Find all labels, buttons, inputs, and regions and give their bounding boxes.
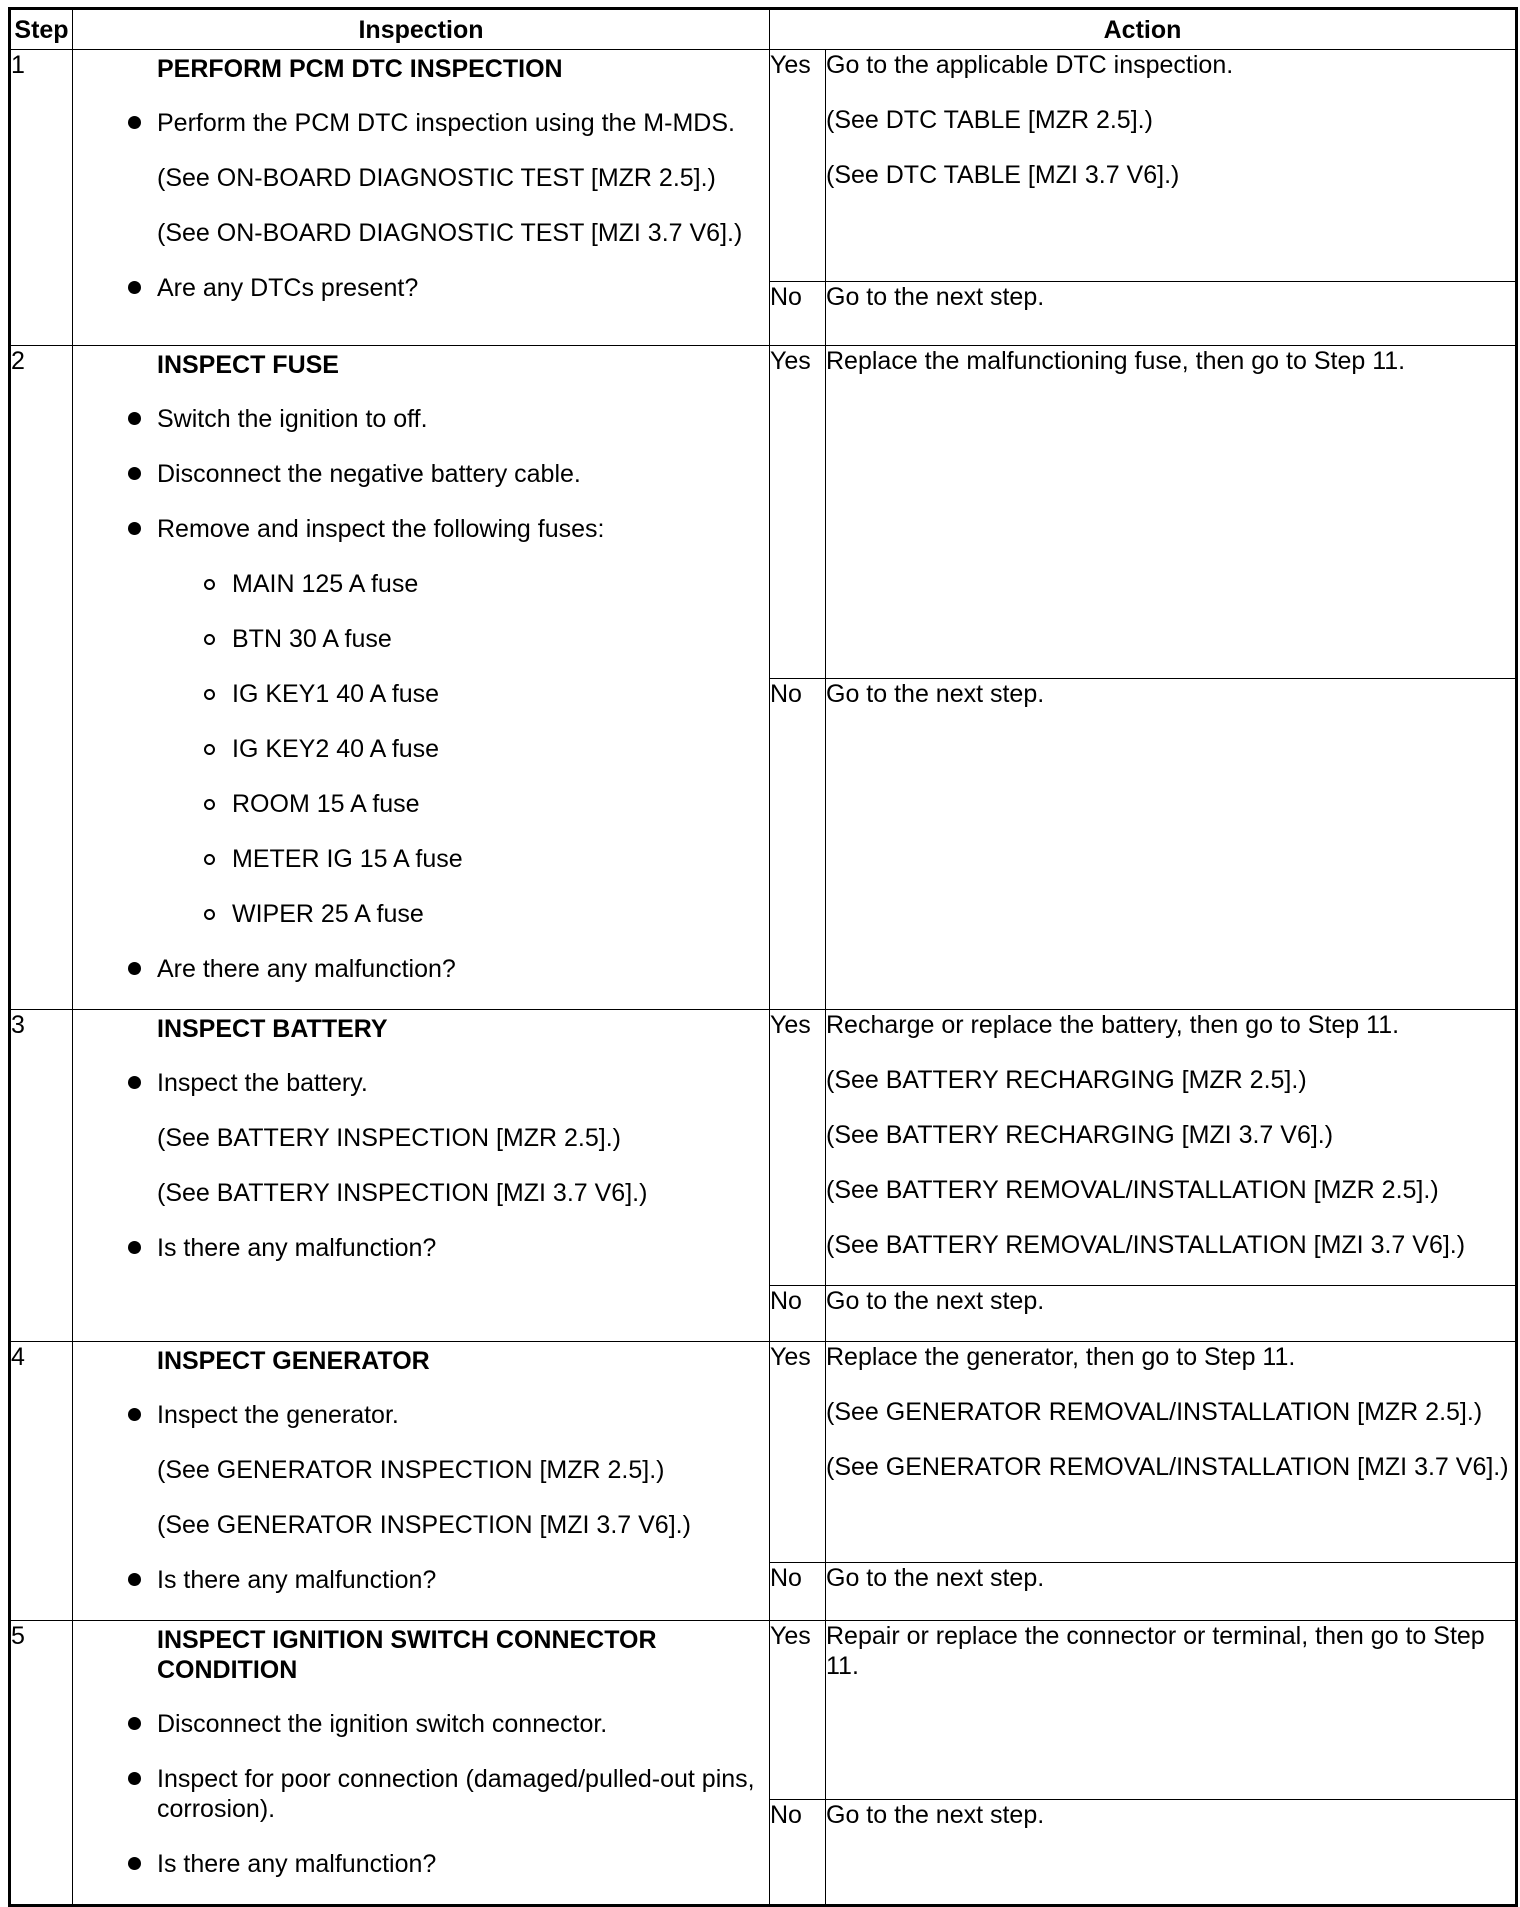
action-text: Go to the next step.: [826, 1564, 1045, 1593]
reference-link[interactable]: (See BATTERY INSPECTION [MZR 2.5].): [157, 1124, 621, 1152]
reference-link[interactable]: (See BATTERY RECHARGING [MZI 3.7 V6].): [826, 1121, 1334, 1149]
yes-action-cell: [826, 50, 1517, 282]
no-label: No: [770, 1563, 826, 1621]
no-action-cell: [826, 679, 1517, 1010]
bullet-item: Inspect for poor connection (damaged/pulled-out pins, corrosion).: [73, 1764, 769, 1824]
bullet-item: Remove and inspect the following fuses:: [73, 514, 769, 544]
yes-label: Yes: [770, 346, 826, 679]
reference-link[interactable]: (See GENERATOR REMOVAL/INSTALLATION [MZI 3.7 V6].): [826, 1453, 1509, 1481]
no-action-cell: [826, 1286, 1517, 1342]
bullet-item: Is there any malfunction?: [73, 1233, 769, 1263]
bullet-item: Inspect the battery.: [73, 1068, 769, 1098]
step-number: 4: [10, 1342, 73, 1621]
reference-link[interactable]: (See ON-BOARD DIAGNOSTIC TEST [MZR 2.5].): [157, 164, 716, 192]
step-row-2-yes: [10, 346, 1517, 679]
no-label: No: [770, 282, 826, 346]
reference-link[interactable]: (See DTC TABLE [MZR 2.5].): [826, 106, 1153, 134]
no-label: No: [770, 1286, 826, 1342]
reference-link[interactable]: (See GENERATOR INSPECTION [MZI 3.7 V6].): [157, 1511, 691, 1539]
reference-link[interactable]: (See GENERATOR REMOVAL/INSTALLATION [MZR 2.5].): [826, 1398, 1483, 1426]
header-row: [10, 9, 1517, 50]
yes-action-cell: [826, 1010, 1517, 1286]
step-number: 2: [10, 346, 73, 1010]
reference-link[interactable]: (See BATTERY RECHARGING [MZR 2.5].): [826, 1066, 1307, 1094]
action-text: Replace the generator, then go to Step 11.: [826, 1343, 1296, 1371]
step-title: INSPECT FUSE: [157, 351, 339, 379]
inspection-cell: [73, 1342, 770, 1621]
bullet-item: Is there any malfunction?: [73, 1565, 769, 1595]
action-text: Go to the applicable DTC inspection.: [826, 51, 1234, 79]
yes-label: Yes: [770, 1342, 826, 1563]
bullet-item: Disconnect the ignition switch connector.: [73, 1709, 769, 1739]
step-row-3-yes: [10, 1010, 1517, 1286]
step-title: PERFORM PCM DTC INSPECTION: [157, 55, 563, 83]
step-title: INSPECT GENERATOR: [157, 1347, 430, 1375]
action-text: Go to the next step.: [826, 283, 1045, 311]
step-number: 1: [10, 50, 73, 346]
no-action-cell: [826, 1800, 1517, 1906]
sub-bullet-item: WIPER 25 A fuse: [73, 899, 769, 929]
reference-link[interactable]: (See GENERATOR INSPECTION [MZR 2.5].): [157, 1456, 665, 1484]
no-action-cell: [826, 1563, 1517, 1621]
yes-label: Yes: [770, 50, 826, 282]
header-action: Action: [770, 9, 1517, 50]
action-text: Go to the next step.: [826, 1801, 1045, 1830]
yes-action-cell: [826, 1342, 1517, 1563]
inspection-cell: [73, 346, 770, 1010]
bullet-item: Disconnect the negative battery cable.: [73, 459, 769, 489]
yes-label: Yes: [770, 1010, 826, 1286]
reference-link[interactable]: (See ON-BOARD DIAGNOSTIC TEST [MZI 3.7 V6].): [157, 219, 743, 247]
inspection-cell: [73, 50, 770, 346]
no-label: No: [770, 679, 826, 1010]
reference-link[interactable]: (See BATTERY REMOVAL/INSTALLATION [MZI 3.7 V6].): [826, 1231, 1466, 1259]
bullet-item: Perform the PCM DTC inspection using the M-MDS.: [73, 108, 769, 138]
yes-action-cell: [826, 346, 1517, 679]
step-number: 3: [10, 1010, 73, 1342]
step-row-1-yes: [10, 50, 1517, 282]
sub-bullet-item: IG KEY1 40 A fuse: [73, 679, 769, 709]
step-title: INSPECT IGNITION SWITCH CONNECTOR CONDITION: [157, 1626, 657, 1684]
step-title: INSPECT BATTERY: [157, 1015, 388, 1043]
header-inspection: Inspection: [73, 9, 770, 50]
sub-bullet-item: IG KEY2 40 A fuse: [73, 734, 769, 764]
bullet-item: Are any DTCs present?: [73, 273, 769, 303]
no-label: No: [770, 1800, 826, 1906]
action-text: Go to the next step.: [826, 1287, 1045, 1315]
inspection-cell: [73, 1010, 770, 1342]
no-action-cell: [826, 282, 1517, 346]
bullet-item: Is there any malfunction?: [73, 1849, 769, 1879]
step-row-5-yes: [10, 1621, 1517, 1800]
action-text: Go to the next step.: [826, 680, 1045, 709]
bullet-item: Inspect the generator.: [73, 1400, 769, 1430]
diagnostic-table: [8, 7, 1518, 1907]
reference-link[interactable]: (See BATTERY REMOVAL/INSTALLATION [MZR 2.5].): [826, 1176, 1439, 1204]
sub-bullet-item: METER IG 15 A fuse: [73, 844, 769, 874]
step-number: 5: [10, 1621, 73, 1906]
sub-bullet-item: BTN 30 A fuse: [73, 624, 769, 654]
step-row-4-yes: [10, 1342, 1517, 1563]
sub-bullet-item: ROOM 15 A fuse: [73, 789, 769, 819]
action-text: Recharge or replace the battery, then go to Step 11.: [826, 1011, 1400, 1039]
reference-link[interactable]: (See BATTERY INSPECTION [MZI 3.7 V6].): [157, 1179, 648, 1207]
sub-bullet-item: MAIN 125 A fuse: [73, 569, 769, 599]
action-text: Replace the malfunctioning fuse, then go to Step 11.: [826, 347, 1406, 375]
bullet-item: Are there any malfunction?: [73, 954, 769, 984]
yes-label: Yes: [770, 1621, 826, 1800]
reference-link[interactable]: (See DTC TABLE [MZI 3.7 V6].): [826, 161, 1180, 189]
inspection-cell: [73, 1621, 770, 1906]
yes-action-cell: [826, 1621, 1517, 1800]
action-text: Repair or replace the connector or terminal, then go to Step 11.: [826, 1622, 1485, 1680]
header-step: Step: [10, 9, 73, 50]
bullet-item: Switch the ignition to off.: [73, 404, 769, 434]
